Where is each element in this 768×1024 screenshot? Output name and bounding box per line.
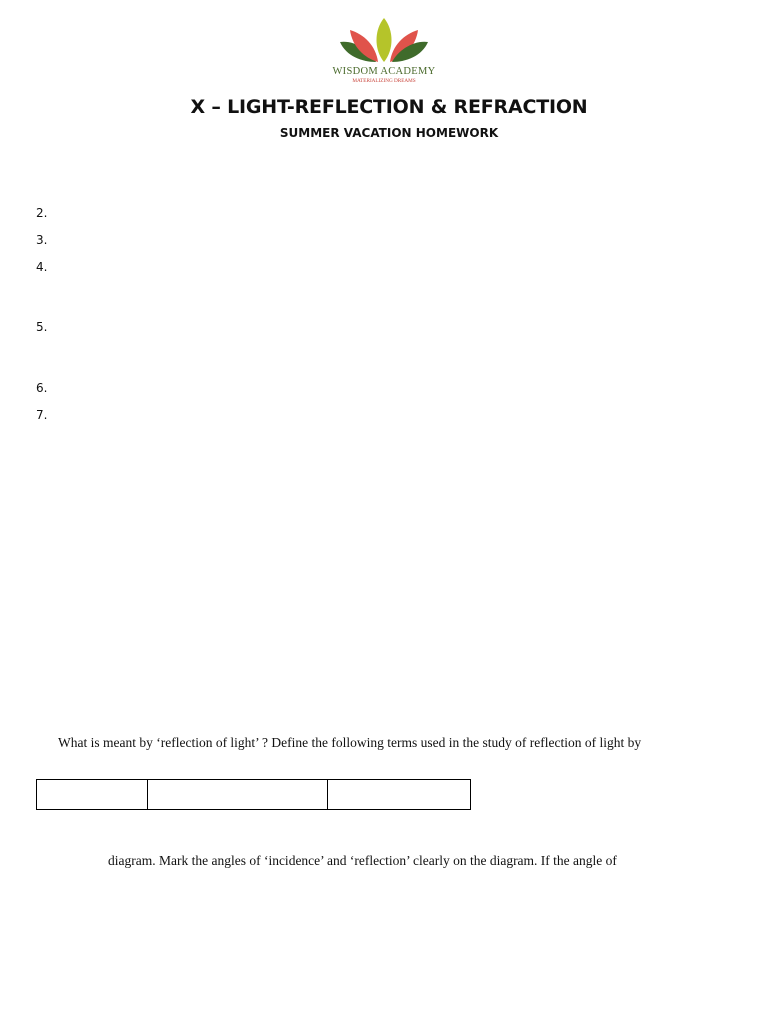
question-number-3: 3. (36, 233, 48, 247)
table-cell (148, 780, 328, 810)
logo-name: WISDOM ACADEMY (332, 66, 436, 77)
logo-tagline: MATERIALIZING DREAMS (352, 78, 416, 84)
academy-logo (320, 16, 448, 88)
logo-petal-center-lime (377, 18, 392, 62)
table-cell (37, 780, 148, 810)
question-number-6: 6. (36, 381, 48, 395)
lotus-logo-icon (320, 16, 448, 88)
diagram-instruction-text: diagram. Mark the angles of ‘incidence’ and ‘reflection’ clearly on the diagram. If the angle of (108, 853, 617, 868)
answer-table (36, 779, 471, 810)
question-number-4: 4. (36, 260, 48, 274)
reflection-question-text: What is meant by ‘reflection of light’ ? Define the following terms used in the study of reflection of light by (58, 735, 642, 750)
table-cell (328, 780, 471, 810)
question-number-7: 7. (36, 408, 48, 422)
question-number-5: 5. (36, 320, 48, 334)
document-title: X – LIGHT-REFLECTION & REFRACTION (190, 96, 588, 118)
table-row (37, 780, 471, 810)
question-number-2: 2. (36, 206, 48, 220)
document-subtitle: SUMMER VACATION HOMEWORK (279, 126, 499, 140)
